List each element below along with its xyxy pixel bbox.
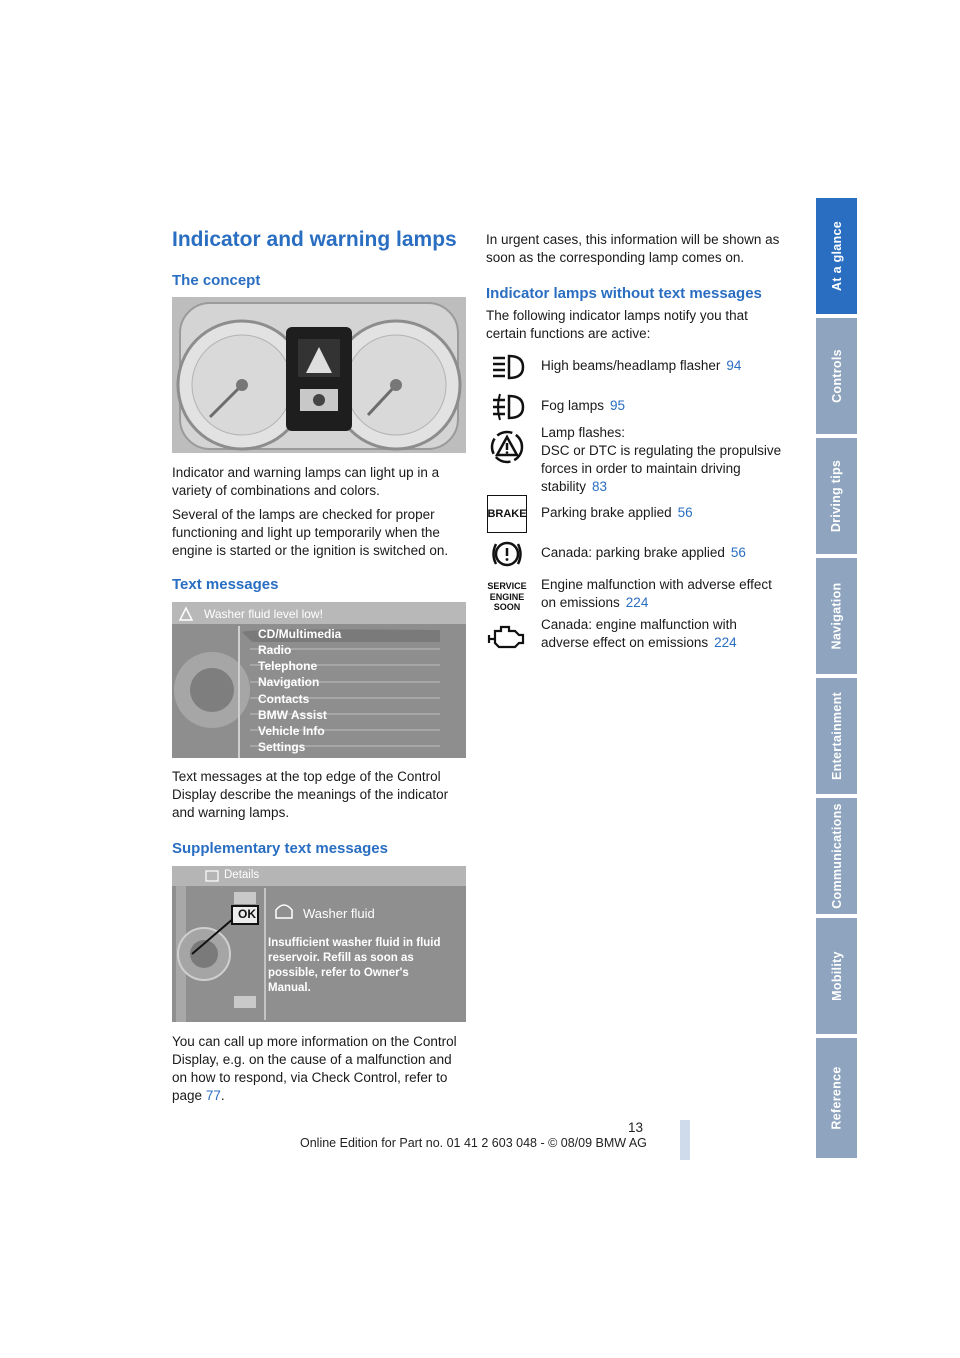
menu-item: Contacts <box>258 692 310 706</box>
indicator-lamps-heading: Indicator lamps without text messages <box>486 285 762 302</box>
concept-heading: The concept <box>172 272 261 289</box>
footer: Online Edition for Part no. 01 41 2 603 048 - © 08/09 BMW AG <box>300 1136 647 1150</box>
supplementary-paragraph: You can call up more information on the Control Display, e.g. on the cause of a malfunction and on how to respond, via Check Control, refer to page 77. <box>172 1034 457 1103</box>
page-ref-link[interactable]: 224 <box>714 635 737 650</box>
canada-brake-icon <box>487 534 527 574</box>
concept-paragraph-1: Indicator and warning lamps can light up in a variety of combinations and colors. <box>172 465 440 498</box>
menu-item: CD/Multimedia <box>258 627 342 641</box>
sidebar-tab-driving-tips[interactable]: Driving tips <box>816 438 857 554</box>
page-marker <box>680 1120 690 1160</box>
page-ref-link[interactable]: 224 <box>625 595 649 610</box>
page-ref-link[interactable]: 56 <box>730 545 746 560</box>
sidebar-tab-mobility[interactable]: Mobility <box>816 918 857 1034</box>
menu-item: Vehicle Info <box>258 724 325 738</box>
page-ref-link[interactable]: 83 <box>592 479 608 494</box>
details-text: Insufficient washer fluid in fluid reservoir. Refill as soon as possible, refer to Owner's Manual. <box>268 937 441 994</box>
page-ref-link[interactable]: 56 <box>677 505 693 520</box>
page-ref-link[interactable]: 95 <box>610 398 626 413</box>
concept-paragraph-2: Several of the lamps are checked for proper functioning and light up temporarily when the engine is started or the ignition is switched on. <box>172 507 449 558</box>
sidebar-tab-reference[interactable]: Reference <box>816 1038 857 1158</box>
indicator-item-text: Canada: engine malfunction with adverse effect on emissions 224 <box>541 617 737 650</box>
indicator-item-text: Engine malfunction with adverse effect on emissions 224 <box>541 577 772 610</box>
control-display-details-image <box>172 866 466 1022</box>
indicator-item-text: Parking brake applied 56 <box>541 505 693 520</box>
brake-icon <box>487 494 527 534</box>
sidebar-tab-entertainment[interactable]: Entertainment <box>816 678 857 794</box>
indicator-item-text: High beams/headlamp flasher 94 <box>541 358 742 373</box>
brake-label: BRAKE <box>487 495 527 533</box>
sidebar-tab-navigation[interactable]: Navigation <box>816 558 857 674</box>
page-title: Indicator and warning lamps <box>172 228 457 251</box>
screen-title: Washer fluid level low! <box>204 607 323 621</box>
indicator-item-text: Lamp flashes: DSC or DTC is regulating the propulsive forces in order to maintain driving stability 83 <box>541 425 782 494</box>
menu-item: Settings <box>258 740 306 754</box>
text-messages-paragraph: Text messages at the top edge of the Control Display describe the meanings of the indicator and warning lamps. <box>172 769 449 820</box>
engine-icon <box>487 616 527 656</box>
indicator-intro: The following indicator lamps notify you that certain functions are active: <box>486 308 748 341</box>
fog-lamp-icon <box>487 387 527 427</box>
menu-item: Telephone <box>258 659 318 673</box>
details-title: Details <box>224 869 260 881</box>
text-messages-heading: Text messages <box>172 576 279 593</box>
menu-item: Navigation <box>258 675 320 689</box>
sidebar-tab-controls[interactable]: Controls <box>816 318 857 434</box>
ok-button[interactable]: OK <box>238 907 256 921</box>
page-ref-link[interactable]: 77 <box>205 1088 221 1103</box>
service-engine-soon-icon: SERVICE ENGINE SOON <box>487 581 527 613</box>
details-heading: Washer fluid <box>303 906 375 921</box>
menu-item: Radio <box>258 643 292 657</box>
instrument-cluster-image <box>172 297 466 453</box>
supplementary-heading: Supplementary text messages <box>172 840 388 857</box>
page-number: 13 <box>628 1120 644 1135</box>
indicator-item-text: Canada: parking brake applied 56 <box>541 545 746 560</box>
sidebar-tab-at-a-glance[interactable]: At a glance <box>816 198 857 314</box>
urgent-paragraph: In urgent cases, this information will be shown as soon as the corresponding lamp comes on. <box>486 232 780 265</box>
high-beam-icon <box>487 347 527 387</box>
menu-item: BMW Assist <box>258 708 327 722</box>
warning-triangle-icon <box>487 427 527 467</box>
sidebar-tab-communications[interactable]: Communications <box>816 798 857 914</box>
page-ref-link[interactable]: 94 <box>726 358 742 373</box>
indicator-item-text: Fog lamps 95 <box>541 398 626 413</box>
